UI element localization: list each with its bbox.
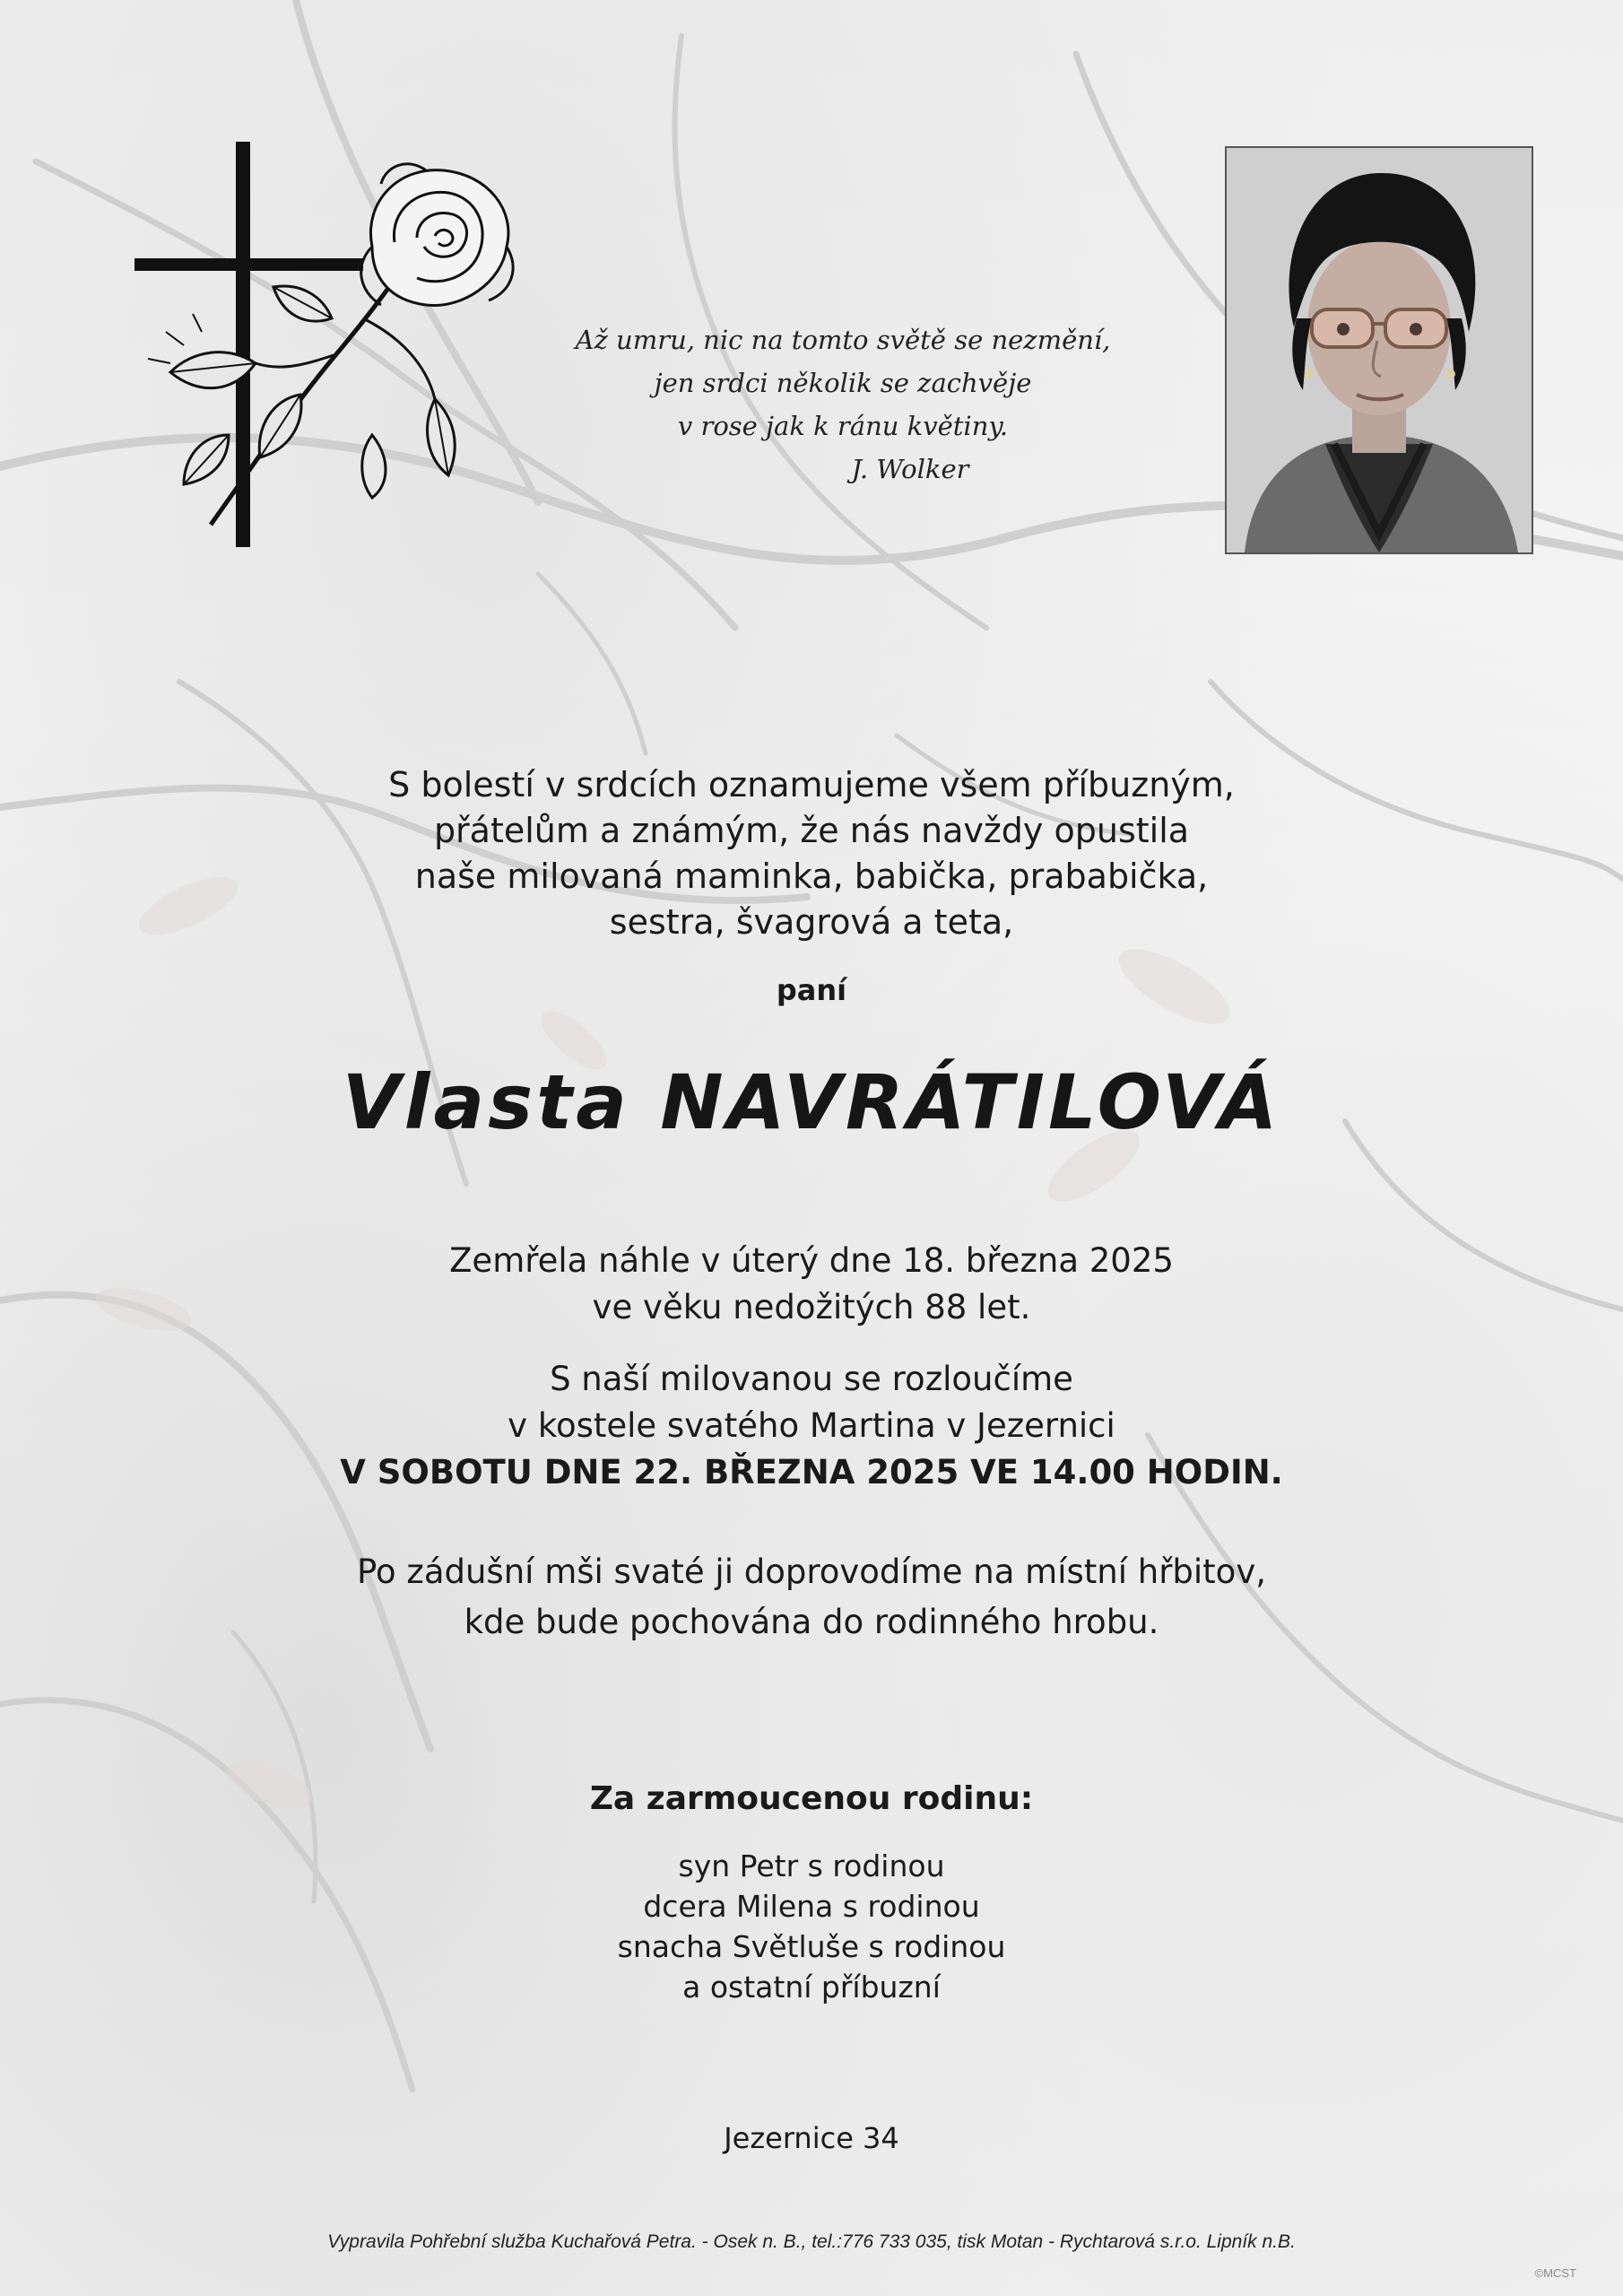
deceased-first-name: Vlasta [342,1058,630,1146]
announcement-line: S bolestí v srdcích oznamujeme všem příbuzným, [388,765,1235,804]
family-address: Jezernice 34 [724,2121,899,2155]
deceased-name [0,1058,1623,1146]
announcement-line: přátelům a známým, že nás navždy opustila [433,811,1190,850]
ceremony-line: S naší milovanou se rozloučíme [550,1360,1073,1398]
burial-line: kde bude pochována do rodinného hrobu. [464,1603,1159,1641]
announcement-text [0,762,1623,945]
rose-icon [148,164,513,525]
family-member: snacha Světluše s rodinou [617,1929,1006,1964]
ceremony-datetime: V SOBOTU DNE 22. BŘEZNA 2025 VE 14.00 HODIN. [340,1453,1283,1492]
family-member: syn Petr s rodinou [678,1848,945,1883]
title-word: paní [776,973,847,1007]
cross-icon [135,142,363,547]
poem-block [574,318,1112,491]
burial-info [0,1547,1623,1648]
footer-credits: Vypravila Pohřební služba Kuchařová Petra. - Osek n. B., tel.:776 733 035, tisk Motan - Rychtarová s.r.o. Lipník n.B. [327,2231,1296,2252]
announcement-line: sestra, švagrová a teta, [609,902,1014,942]
poem-line: v rose jak k ránu květiny. [677,411,1009,441]
ceremony-info [0,1356,1623,1496]
family-heading: Za zarmoucenou rodinu: [589,1780,1034,1817]
deceased-last-name: NAVRÁTILOVÁ [660,1058,1281,1146]
announcement-line: naše milovaná maminka, babička, prababička, [414,857,1209,896]
portrait-image [1227,148,1532,552]
cross-rose-emblem [130,139,542,570]
burial-line: Po zádušní mši svaté ji doprovodíme na místní hřbitov, [357,1552,1266,1591]
poem-author: J. Wolker [851,454,969,484]
death-info-line: Zemřela náhle v úterý dne 18. března 2025 [449,1241,1174,1280]
death-info [0,1238,1623,1331]
poem-line: Až umru, nic na tomto světě se nezmění, [575,325,1111,355]
family-member: a ostatní příbuzní [682,1970,941,2005]
poem-line: jen srdci několik se zachvěje [654,368,1032,398]
ceremony-line: v kostele svatého Martina v Jezernici [508,1406,1115,1445]
corner-mark: ©MCST [1534,2266,1576,2280]
family-list [0,1846,1623,2007]
portrait-photo [1225,146,1533,554]
death-info-line: ve věku nedožitých 88 let. [592,1288,1031,1326]
family-member: dcera Milena s rodinou [643,1889,980,1924]
